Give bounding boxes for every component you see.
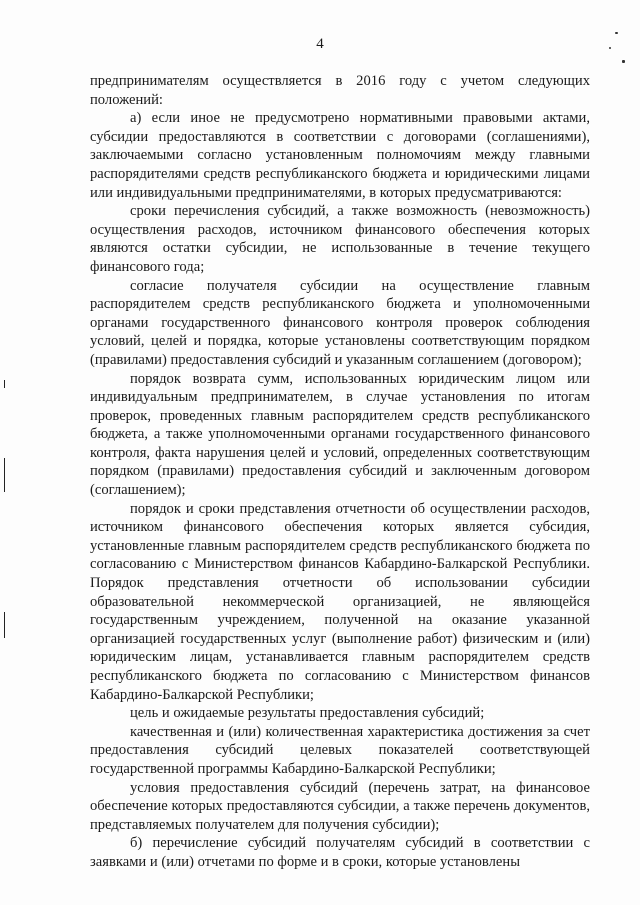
document-body — [90, 72, 590, 872]
paragraph-item-b: б) перечисление субсидий получателям субсидий в соответствии с заявками и (или) отчетами по форме и в сроки, которые установлены — [90, 835, 590, 870]
scan-mark-left-2 — [4, 458, 5, 492]
scan-speck-3 — [622, 60, 625, 63]
paragraph-reporting: порядок и сроки представления отчетности об осуществлении расходов, источником финансового обеспечения которых является субсидия, установленные главным распорядителем средств республиканского бюджета по согласованию с Министерством финансов Кабардино-Балкарской Республики. Порядок представления отчетности об использовании субсидии образовательной некоммерческой организацией, не являющейся государственным учреждением, полученной на оказание указанной организацией государственных услуг (выполнение работ) физическим и (или) юридическим лицам, устанавливается главным распорядителем средств республиканского бюджета по согласованию с Министерством финансов Кабардино-Балкарской Республики; — [90, 500, 590, 703]
scan-speck-1 — [615, 32, 618, 34]
paragraph-indicators: качественная и (или) количественная характеристика достижения за счет предоставления субсидий целевых показателей соответствующей государственной программы Кабардино-Балкарской Республики; — [90, 723, 590, 777]
page-number: 4 — [316, 36, 324, 52]
paragraph-consent: согласие получателя субсидии на осуществление главным распорядителем средств республиканского бюджета и уполномоченными органами государственного финансового контроля проверок соблюдения условий, целей и порядка, которые установлены соответствующим порядком (правилами) предоставления субсидий и указанным соглашением (договором); — [90, 277, 590, 368]
paragraph-continuation: предпринимателям осуществляется в 2016 году с учетом следующих положений: — [90, 73, 590, 108]
paragraph-conditions: условия предоставления субсидий (перечень затрат, на финансовое обеспечение которых предоставляются субсидии, а также перечень документов, представляемых получателем для получения субсидии); — [90, 779, 590, 833]
paragraph-goals: цель и ожидаемые результаты предоставления субсидий; — [130, 705, 485, 722]
scan-mark-left-1 — [4, 380, 5, 388]
scan-speck-2 — [609, 47, 611, 49]
paragraph-refund: порядок возврата сумм, использованных юридическим лицом или индивидуальным предпринимателем, в случае установления по итогам проверок, проведенных главным распорядителем средств республиканского бюджета, а также уполномоченными органами государственного финансового контроля, факта нарушения целей и условий, определенных соответствующим порядком (правилами) предоставления субсидий и заключенным договором (соглашением); — [90, 370, 590, 499]
paragraph-item-a: а) если иное не предусмотрено нормативными правовыми актами, субсидии предоставляются в соответствии с договорами (соглашениями), заключаемыми согласно установленным полномочиям между главными распорядителями средств республиканского бюджета и юридическими лицами или индивидуальными предпринимателями, в которых предусматриваются: — [90, 110, 590, 201]
scan-mark-left-3 — [4, 612, 5, 638]
paragraph-terms: сроки перечисления субсидий, а также возможность (невозможность) осуществления расходов, источником финансового обеспечения которых являются остатки субсидии, не использованные в течение текущего финансового года; — [90, 203, 590, 275]
